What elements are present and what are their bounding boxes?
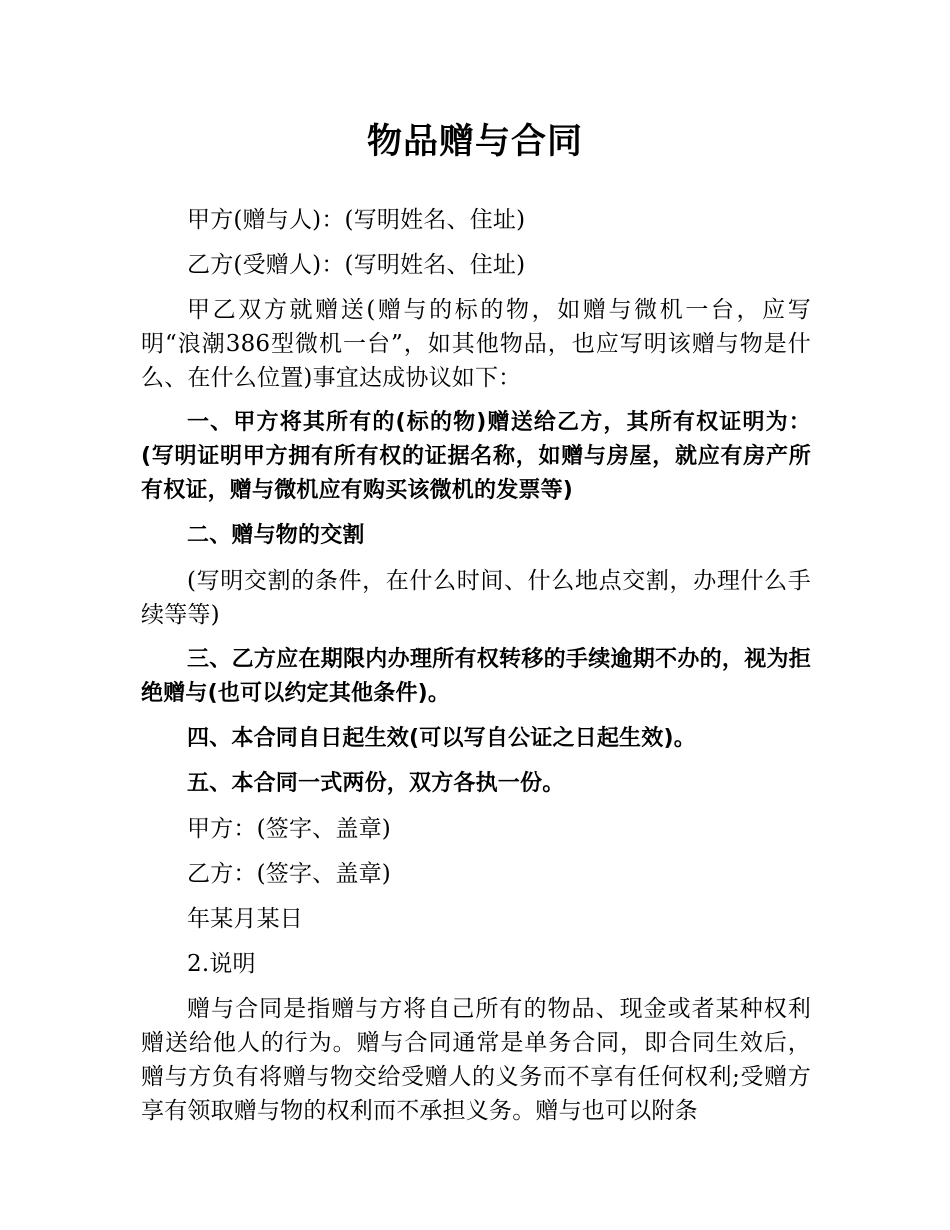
clause-2-detail: (写明交割的条件，在什么时间、什么地点交割，办理什么手续等等) — [141, 568, 811, 628]
document-title: 物品赠与合同 — [366, 122, 583, 162]
clause-1: 一、甲方将其所有的(标的物)赠送给乙方，其所有权证明为：(写明证明甲方拥有所有权的证据名称，如赠与房屋，就应有房产所有权证，赠与微机应有购买该微机的发票等) — [141, 410, 811, 503]
party-a-line: 甲方(赠与人)：(写明姓名、住址) — [187, 207, 526, 233]
explanation-paragraph: 赠与合同是指赠与方将自己所有的物品、现金或者某种权利赠送给他人的行为。赠与合同通常是单务合同，即合同生效后，赠与方负有将赠与物交给受赠人的义务而不享有任何权利;受赠方享有领取赠与物的权利而不承担义务。赠与也可以附条 — [141, 996, 811, 1124]
clause-5: 五、本合同一式两份，双方各执一份。 — [187, 771, 565, 796]
date-line: 年某月某日 — [187, 906, 303, 932]
section-heading-explanation: 2.说明 — [187, 951, 256, 977]
preamble-paragraph: 甲乙双方就赠送(赠与的标的物，如赠与微机一台，应写明“浪潮386型微机一台”，如其他物品，也应写明该赠与物是什么、在什么位置)事宜达成协议如下： — [141, 297, 811, 391]
clause-2-heading: 二、赠与物的交割 — [187, 523, 365, 548]
signature-party-a: 甲方：(签字、盖章) — [187, 816, 391, 842]
party-b-line: 乙方(受赠人)：(写明姓名、住址) — [187, 252, 526, 278]
signature-party-b: 乙方：(签字、盖章) — [187, 861, 391, 887]
document-body — [141, 203, 811, 1139]
clause-3: 三、乙方应在期限内办理所有权转移的手续逾期不办的，视为拒绝赠与(也可以约定其他条件)。 — [141, 647, 811, 706]
clause-4: 四、本合同自日起生效(可以写自公证之日起生效)。 — [187, 726, 696, 751]
